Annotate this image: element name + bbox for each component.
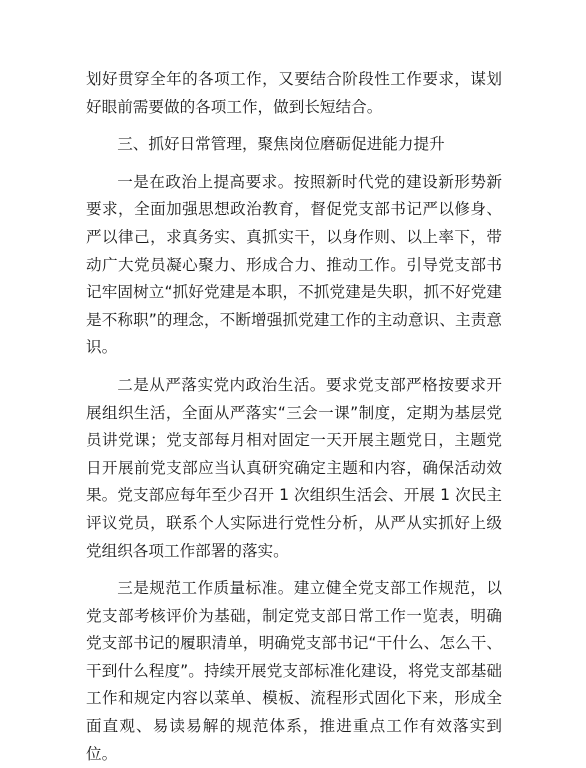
- section-heading: 三、抓好日常管理，聚焦岗位磨砺促进能力提升: [117, 135, 445, 154]
- paragraph-2: [86, 372, 502, 565]
- paragraph-3-body: 建立健全党支部工作规范，以党支部考核评价为基础，制定党支部日常工作一览表，明确党支部书记的履职清单，明确党支部书记“干什么、怎么干、干到什么程度”。持续开展党支部标准化建设，将党支部基础工作和规定内容以菜单、模板、流程形式固化下来，形成全面直观、易读易解的规范体系，推进重点工作有效落实到位。: [86, 579, 502, 763]
- paragraph-3: [86, 575, 502, 768]
- continuation-paragraph: 划好贯穿全年的各项工作，又要结合阶段性工作要求，谋划好眼前需要做的各项工作，做到长短结合。: [86, 70, 502, 116]
- paragraph-2-lead: 二是从严落实党内政治生活。: [117, 375, 326, 394]
- paragraph-1-body: 按照新时代党的建设新形势新要求，全面加强思想政治教育，督促党支部书记严以修身、严以律己，求真务实、真抓实干，以身作则、以上率下，带动广大党员凝心聚力、形成合力、推动工作。引导党支部书记牢固树立“抓好党建是本职，不抓党建是失职，抓不好党建是不称职”的理念，不断增强抓党建工作的主动意识、主责意识。: [86, 172, 502, 357]
- paragraph-1-lead: 一是在政治上提高要求。: [117, 172, 294, 191]
- paragraph-3-lead: 三是规范工作质量标准。: [117, 579, 294, 598]
- paragraph-2-body: 要求党支部严格按要求开展组织生活，全面从严落实“三会一课”制度，定期为基层党员讲党课；党支部每月相对固定一天开展主题党日，主题党日开展前党支部应当认真研究确定主题和内容，确保活动效果。党支部应每年至少召开 1 次组织生活会、开展 1 次民主评议党员，联系个人实际进行党性分析，从严从实抓好上级党组织各项工作部署的落实。: [86, 375, 502, 560]
- paragraph-1: [86, 169, 502, 362]
- document-body: [86, 66, 502, 768]
